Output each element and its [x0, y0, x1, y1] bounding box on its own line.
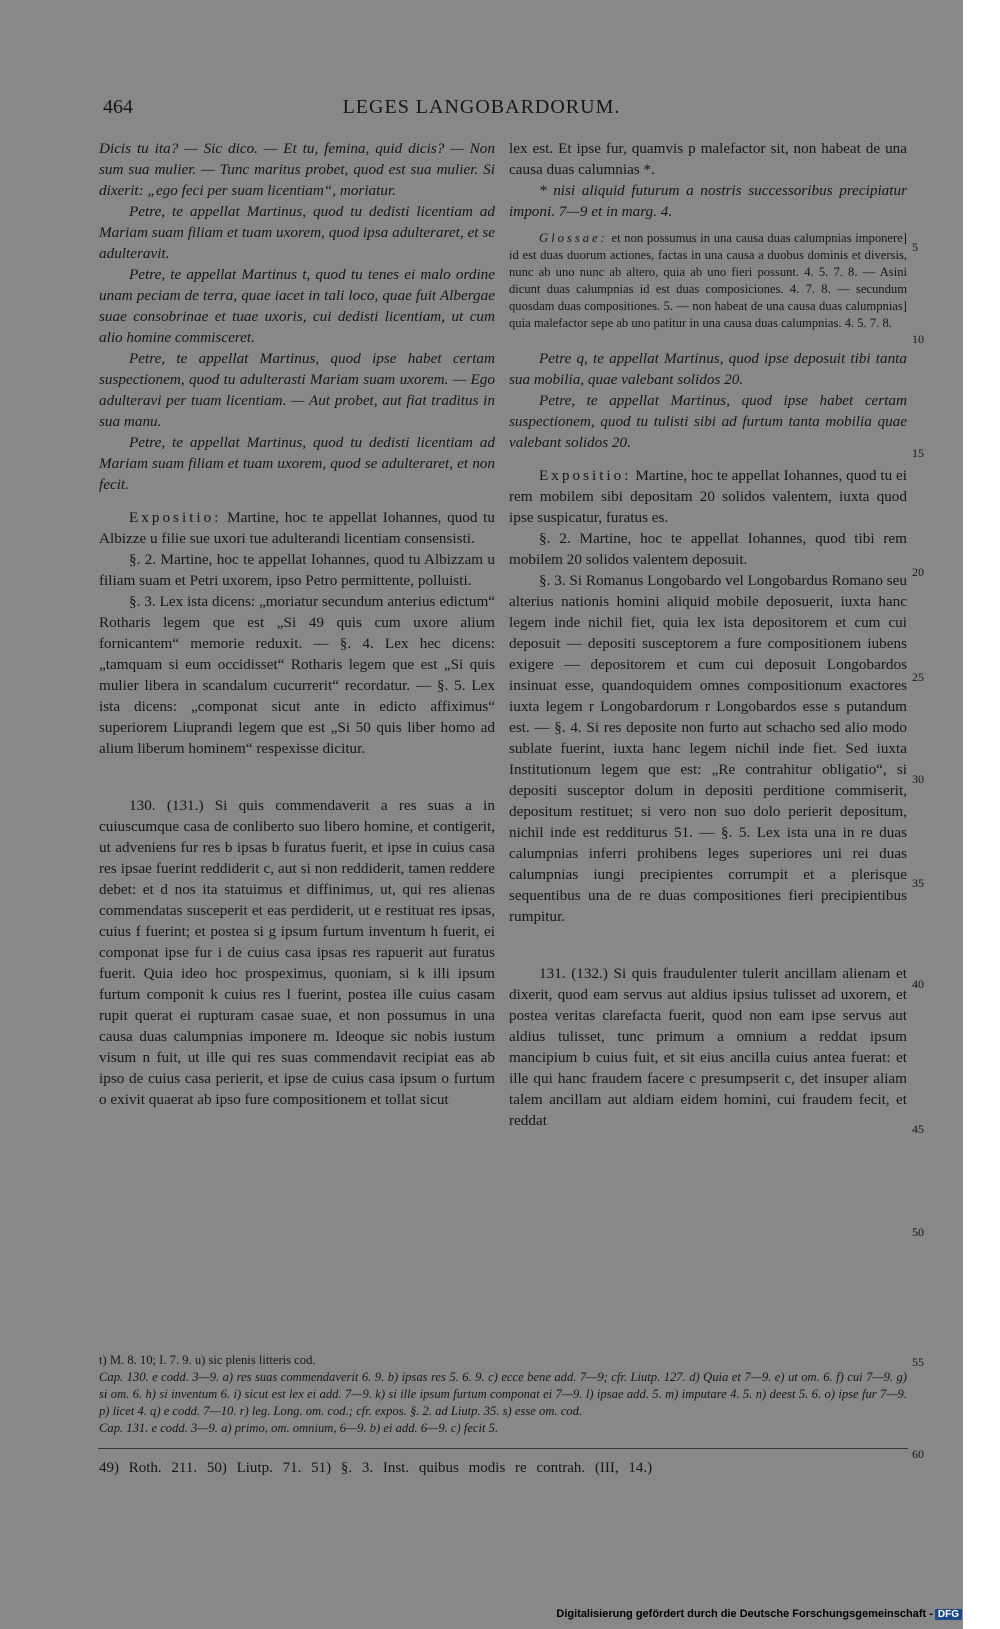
dfg-logo: DFG	[935, 1609, 962, 1620]
paragraph: §. 3. Lex ista dicens: „moriatur secundum anterius edictum“ Rotharis legem que est „Si 49 quis cum uxore alium fornicantem“ memorie reduxit. — §. 4. Lex hec dicens: „tamquam si eum occidisset“ Rotharis legem que est „Si quis mulier libera in scandalum cucurrerit“ recordatur. — §. 5. Lex ista dicens: „componat sicut ante in edicto affiximus“ superiorem Liuprandi legem que est „Si 50 quis liber homo ad alium liberum hominem“ respexisse dicitur.	[99, 593, 495, 757]
paragraph: Petre, te appellat Martinus, quod tu dedisti licentiam ad Mariam suam filiam et tuam uxorem, quod se adulteraret, et non fecit.	[99, 434, 495, 493]
digitization-credit	[556, 1608, 962, 1620]
expositio-heading: Expositio:	[129, 509, 222, 526]
line-number: 10	[912, 332, 924, 346]
source-notes: 49) Roth. 211. 50) Liutp. 71. 51) §. 3. Inst. quibus modis re contrah. (III, 14.)	[99, 1460, 653, 1476]
expositio-paragraph	[509, 465, 907, 528]
line-number: 15	[912, 446, 924, 460]
line-number: 50	[912, 1225, 924, 1239]
paragraph: lex est. Et ipse fur, quamvis p malefactor sit, non habeat de una causa duas calumnias *.	[509, 140, 907, 178]
line-number: 20	[912, 565, 924, 579]
glossae-text: et non possumus in una causa duas calumpnias imponere] id est duas duorum actiones, factas in una causa a duobus dominis et diversis, nunc ab uno nunc ab altero, quia ab uno fieri possunt. 4. 5. 7. 8. — Asini dicunt duas calumpnias id est duas composiciones. 4. 7. 8. — secundum quosdam duas compositiones. 5. — non habeat de una causa duas calumpnias] quia malefactor sepe ab uno patitur in una causa duas calumpnias. 4. 5. 7. 8.	[509, 231, 907, 330]
variant-note: * nisi aliquid futurum a nostris successoribus precipiatur imponi. 7—9 et in marg. 4.	[509, 182, 907, 220]
credit-text: Digitalisierung gefördert durch die Deutsche Forschungsgemeinschaft -	[556, 1608, 933, 1620]
line-number: 35	[912, 876, 924, 890]
left-column	[99, 138, 495, 1110]
paragraph: §. 2. Martine, hoc te appellat Iohannes, quod tu Albizzam u filiam suam et Petri uxorem, ipso Petro permittente, polluisti.	[99, 551, 495, 589]
paragraph: Petre q, te appellat Martinus, quod ipse deposuit tibi tanta sua mobilia, quae valebant solidos 20.	[509, 350, 907, 388]
footnote-rule	[98, 1448, 908, 1449]
footnote-line: t) M. 8. 10; I. 7. 9. u) sic plenis litteris cod.	[99, 1353, 316, 1367]
line-number: 40	[912, 977, 924, 991]
paragraph: §. 3. Si Romanus Longobardo vel Longobardus Romano seu alterius nationis homini aliquid mobile deposuerit, iuxta hanc legem inde nichil fiet, quia lex ista depositorem et cum cui deposuit — depositi susceptorem a fure compositionem iubens exigere — depositorem et cum cui deposuit Longobardos insinuat esse, quandoquidem omnes compositionum exactores iuxta legem r Longobardorum r Longobardos esse s putandum est. — §. 4. Si res deposite non furto aut schacho sed alio modo sublate fuerint, iuxta hanc legem nichil inde fiet. Sed iuxta Institutionum legem que est: „Re contrahitur obligatio“, si depositi susceptor dolum in depositi perditione commiserit, depositum restituet; si vero non suo dolo perierit depositum, nichil inde est redditurus 51. — §. 5. Lex ista una in re duas calumpnias inferri prohibens leges superiores uni rei duas calumpnias iungi precipientes corrumpit et a plerisque sequentibus una de re duas compositiones fieri precipientibus rumpitur.	[509, 572, 907, 925]
line-number: 60	[912, 1447, 924, 1461]
expositio-text: Martine, hoc te appellat Iohannes, quod tu Albizze u filie sue uxori tue adulterandi licentiam consensisti.	[99, 509, 495, 547]
line-number: 25	[912, 670, 924, 684]
expositio-paragraph	[99, 507, 495, 549]
footnotes	[99, 1352, 907, 1437]
line-number: 30	[912, 772, 924, 786]
footnote-line: Cap. 130. e codd. 3—9. a) res suas commendaverit 6. 9. b) ipsas res 5. 6. 9. c) ecce bene add. 7—9; cfr. Liutp. 127. d) Quia et 7—9. e) ut om. 6. f) cui 7—9. g) si om. 6. h) si inventum 6. i) sicut est lex ei add. 7—9. k) si ille ipsum furtum componat ei 7—9. l) ipsae add. 5. m) imputare 4. 5. n) deest 5. 6. o) ipse fur 7—9. p) licet 4. q) e codd. 7—10. r) leg. Long. om. cod.; cfr. expos. §. 2. ad Liutp. 35. s) esse om. cod.	[99, 1370, 907, 1418]
paragraph: Petre, te appellat Martinus, quod tu dedisti licentiam ad Mariam suam filiam et tuam uxorem, quod ipsa adulteraret, et se adulteravit.	[99, 203, 495, 262]
chapter-130: 130. (131.) Si quis commendaverit a res suas a in cuiuscumque casa de conliberto suo libero homine, et contigerit, ut adveniens fur res b ipsas b furatus fuerit, et ipse in cuius casa res ipsae fuerint reddiderit c, aut si non reddiderit, tamen reddere debet: et d nos ita statuimus et diffinimus, ut, qui res alienas commendatas susceperit et eas perdiderit, ut e restituat res ipsas, cuius f fuerint; et postea si g ipsum furtum inventum h fuerit, ei componat ipse fur i de cuius casa ipsas res rapuerit aut furatus fuerit. Quia ideo hoc prospeximus, quoniam, si k illi ipsum furtum componit k cuius res l fuerint, postea ille cuius casam rupit querat ei rupturam casae suae, et non possumus in una causa duas calumpnias imponere m. Ideoque sic nobis iustum visum n fuit, ut ille qui res suas commendavit recipiat eas ab ipso de cuius casa perierit, et ipse de cuius casa ipsum o furtum o exivit quaerat ab ipso fure compositionem et tollat sicut	[99, 797, 495, 1108]
line-number: 5	[912, 240, 918, 254]
paragraph: Petre, te appellat Martinus, quod ipse habet certam suspectionem, quod tu tulisti sibi ad furtum tanta mobilia quae valebant solidos 20.	[509, 392, 907, 451]
chapter-131: 131. (132.) Si quis fraudulenter tulerit ancillam alienam et dixerit, quod eam servus aut aldius ipsius tulisset ad uxorem, et postea veritas clarefacta fuerit, quod non eam ipse servus aut aldius tulisset, tunc primum a omnium a reddat ipsum mancipium b cuius fuit, et sit eius ancilla cuius antea fuerat: et ille qui hanc fraudem facere c presumpserit c, det insuper aliam talem ancillam aut aldiam eidem homini, cui fraudem fecit, et reddat	[509, 965, 907, 1129]
paragraph: Petre, te appellat Martinus, quod ipse habet certam suspectionem, quod tu adulterasti Mariam suam uxorem. — Ego adulteravi per tuam licentiam. — Aut probet, aut fiat traditus in sua manu.	[99, 350, 495, 430]
paragraph: §. 2. Martine, hoc te appellat Iohannes, quod tibi rem mobilem 20 solidos valentem deposuit.	[509, 530, 907, 568]
glossae-paragraph	[509, 230, 907, 332]
expositio-heading: Expositio:	[539, 467, 632, 484]
paragraph: Petre, te appellat Martinus t, quod tu tenes ei malo ordine unam peciam de terra, quae iacet in tali loco, quae fuit Albergae suae consobrinae et tuae uxoris, cui dedisti licentiam, ut cum alio homine commisceret.	[99, 266, 495, 346]
glossae-heading: Glossae:	[539, 231, 608, 245]
line-number: 55	[912, 1355, 924, 1369]
right-column	[509, 138, 907, 1131]
footnote-line: Cap. 131. e codd. 3—9. a) primo, om. omnium, 6—9. b) ei add. 6—9. c) fecit 5.	[99, 1421, 499, 1435]
paragraph: Dicis tu ita? — Sic dico. — Et tu, femina, quid dicis? — Non sum sua mulier. — Tunc maritus probet, quod est sua mulier. Si dixerit: „ego feci per suam licentiam“, moriatur.	[99, 140, 495, 199]
expositio-text: Martine, hoc te appellat Iohannes, quod tu ei rem mobilem sibi depositam 20 solidos valentem, iuxta quod ipse suspicatur, furatus es.	[509, 467, 907, 526]
line-number: 45	[912, 1122, 924, 1136]
page-number: 464	[103, 96, 133, 118]
running-title: LEGES LANGOBARDORUM.	[342, 96, 621, 118]
